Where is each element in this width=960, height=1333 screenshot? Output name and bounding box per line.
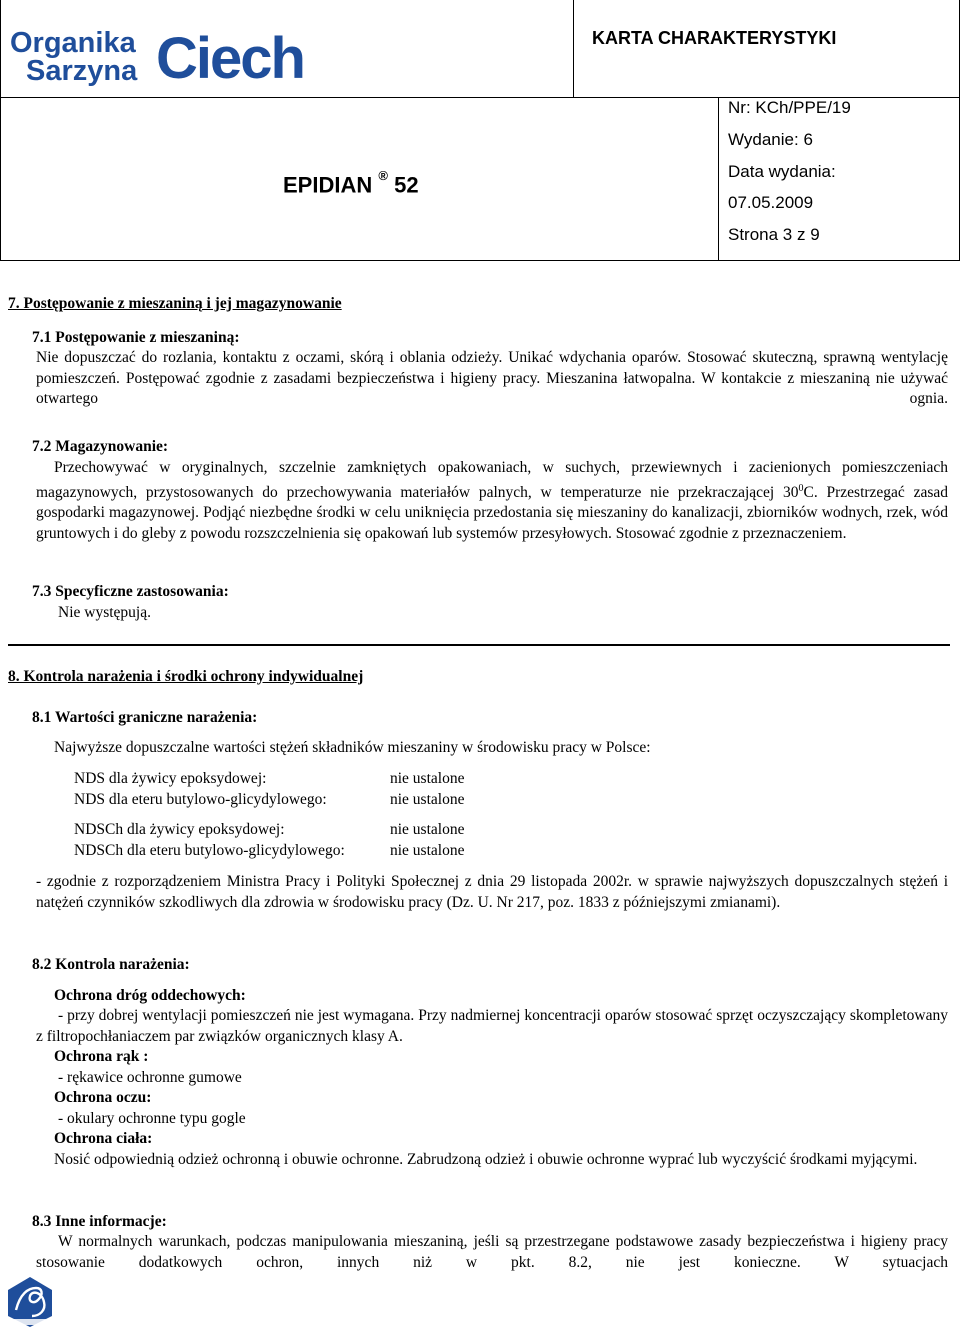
logo-ciech: Ciech xyxy=(156,26,304,88)
limit-value: nie ustalone xyxy=(390,821,465,838)
limit-value: nie ustalone xyxy=(390,791,465,808)
eye-protection-title: Ochrona oczu: xyxy=(54,1089,152,1106)
section82-title: 8.2 Kontrola narażenia: xyxy=(32,956,190,973)
section71-title: 7.1 Postępowanie z mieszaniną: xyxy=(32,329,240,346)
header-divider xyxy=(0,260,960,261)
issue-date-label: Data wydania: xyxy=(728,162,836,181)
document-type-title: KARTA CHARAKTERYSTYKI xyxy=(592,28,837,48)
registered-mark: ® xyxy=(378,168,388,183)
limit-row xyxy=(74,820,465,841)
company-logo xyxy=(4,22,364,88)
section-divider xyxy=(8,644,950,646)
section83-text: W normalnych warunkach, podczas manipulowania mieszaniną, jeśli są przestrzegane podstawowe zasady bezpieczeństwa i higieny pracy stosowanie dodatkowych ochron, innych niż w pkt. 8.2, nie jest konieczne. W sytuacjach xyxy=(36,1233,948,1271)
limit-name: NDS dla eteru butylowo-glicydylowego: xyxy=(74,791,327,808)
product-name-text: EPIDIAN xyxy=(283,172,373,198)
section81-title: 8.1 Wartości graniczne narażenia: xyxy=(32,709,258,726)
limit-row xyxy=(74,841,465,862)
body-protection-text: Nosić odpowiednią odzież ochronną i obuwie ochronne. Zabrudzoną odzież i obuwie ochronne wyprać lub wyczyścić środkami myjącymi. xyxy=(54,1151,918,1168)
issue-date: 07.05.2009 xyxy=(728,193,814,212)
header-divider xyxy=(573,0,574,98)
section83-title: 8.3 Inne informacje: xyxy=(32,1213,167,1230)
document-number: Nr: KCh/PPE/19 xyxy=(728,98,851,117)
section8-title-text: 8. Kontrola narażenia i środki ochrony indywidualnej xyxy=(8,668,364,685)
limit-name: NDSCh dla żywicy epoksydowej: xyxy=(74,821,285,838)
eye-protection-text: - okulary ochronne typu gogle xyxy=(58,1110,246,1127)
limit-value: nie ustalone xyxy=(390,770,465,787)
edition: Wydanie: 6 xyxy=(728,130,813,149)
sarzyna-seal xyxy=(6,1276,54,1328)
product-name xyxy=(283,168,419,198)
section71-text-content: Nie dopuszczać do rozlania, kontaktu z oczami, skórą i oblania odzieży. Unikać wdychania oparów. Stosować skuteczną, sprawną wentylację pomieszczeń. Postępować zgodnie z zasadami bezpieczeństwa i higieny pracy. Mieszanina łatwopalna. W kontakcie z mieszaniną nie używać otwartego ognia. xyxy=(36,349,948,407)
document-header xyxy=(0,0,960,265)
limit-name: NDSCh dla eteru butylowo-glicydylowego: xyxy=(74,842,345,859)
section72-title: 7.2 Magazynowanie: xyxy=(32,438,169,455)
hand-protection-text: - rękawice ochronne gumowe xyxy=(58,1069,242,1086)
limit-name: NDS dla żywicy epoksydowej: xyxy=(74,770,267,787)
hand-protection-title: Ochrona rąk : xyxy=(54,1048,149,1065)
section72-text xyxy=(36,458,948,544)
limit-row xyxy=(74,769,465,790)
respiratory-protection-text: - przy dobrej wentylacji pomieszczeń nie jest wymagana. Przy nadmiernej koncentracji oparów stosować sprzęt oczyszczający skompletowany z filtropochłaniaczem par związków organicznych klasy A. xyxy=(36,1007,948,1045)
section72-text-b: C. Przestrzegać zasad gospodarki magazynowej. Podjąć niezbędne środki w celu uniknięcia przedostania się mieszaniny do kanalizacji, zbiorników wodnych, rzek, wód gruntowych i do gleby z powodu rozszczelnienia się opakowań lub systemów przesyłowych. Stosować zgodnie z przeznaczeniem. xyxy=(36,483,949,542)
limit-value: nie ustalone xyxy=(390,842,465,859)
header-divider xyxy=(0,0,1,261)
section72-text-a: Przechowywać w oryginalnych, szczelnie zamkniętych opakowaniach, w suchych, przewiewnych i zacienionych pomieszczeniach magazynowych, przystosowanych do przechowywania materiałów palnych, w temperaturze nie przekraczającej 30 xyxy=(36,459,948,501)
respiratory-protection-title: Ochrona dróg oddechowych: xyxy=(54,987,246,1004)
seal-graphic xyxy=(6,1276,54,1328)
section73-title: 7.3 Specyficzne zastosowania: xyxy=(32,583,229,600)
section73-text: Nie występują. xyxy=(58,604,151,621)
logo-graphic xyxy=(4,22,364,88)
page-number: Strona 3 z 9 xyxy=(728,225,820,244)
body-protection-title: Ochrona ciała: xyxy=(54,1130,153,1147)
degree-mark: 0 xyxy=(798,482,804,494)
section71-text xyxy=(36,348,948,410)
logo-line1: Organika xyxy=(10,27,136,59)
section81-intro: Najwyższe dopuszczalne wartości stężeń składników mieszaniny w środowisku pracy w Polsce: xyxy=(54,739,651,756)
regulation-note: - zgodnie z rozporządzeniem Ministra Pracy i Polityki Społecznej z dnia 29 listopada 2002r. w sprawie najwyższych dopuszczalnych stężeń i natężeń czynników szkodliwych dla zdrowia w środowisku pracy (Dz. U. Nr 217, poz. 1833 z późniejszymi zmianami). xyxy=(36,873,948,911)
section7-title: 7. Postępowanie z mieszaniną i jej magazynowanie xyxy=(8,295,342,312)
section8-title xyxy=(8,667,363,688)
limit-row xyxy=(74,790,465,811)
logo-line2: Sarzyna xyxy=(26,55,138,87)
product-number: 52 xyxy=(394,172,419,198)
header-divider xyxy=(718,97,719,261)
